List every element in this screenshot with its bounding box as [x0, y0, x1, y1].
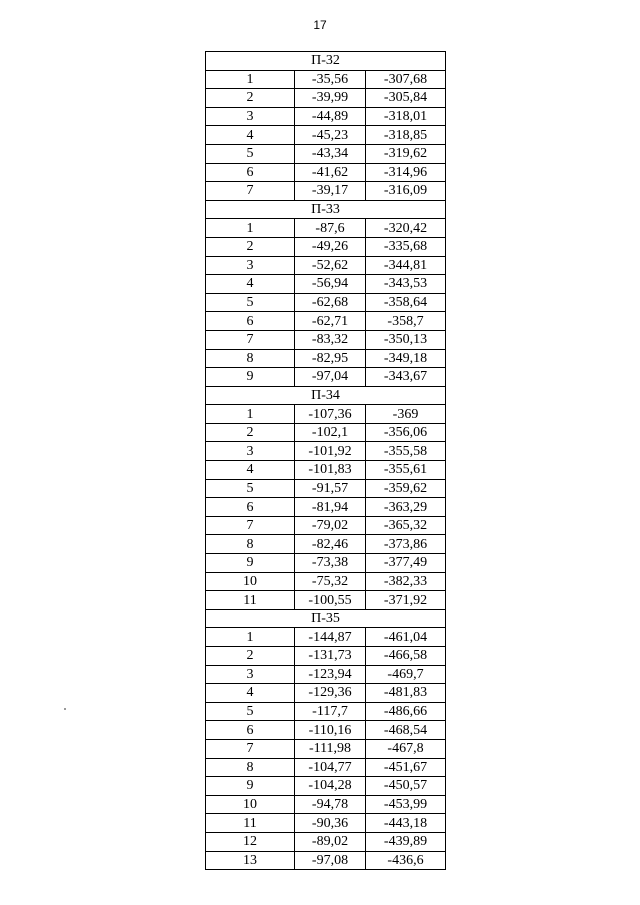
table-row	[206, 442, 446, 461]
table-row	[206, 163, 446, 182]
row-index-cell: 4	[206, 126, 295, 145]
value-2-cell: -355,58	[366, 442, 446, 461]
table-row	[206, 479, 446, 498]
value-2-cell: -307,68	[366, 70, 446, 89]
value-1-cell: -56,94	[295, 275, 366, 294]
value-2-cell: -451,67	[366, 758, 446, 777]
row-index-cell: 3	[206, 442, 295, 461]
value-2-cell: -350,13	[366, 330, 446, 349]
table-row	[206, 832, 446, 851]
table-row	[206, 535, 446, 554]
value-2-cell: -377,49	[366, 554, 446, 573]
table-row	[206, 572, 446, 591]
value-1-cell: -117,7	[295, 702, 366, 721]
value-1-cell: -83,32	[295, 330, 366, 349]
value-1-cell: -111,98	[295, 739, 366, 758]
group-header-row	[206, 200, 446, 219]
value-2-cell: -355,61	[366, 461, 446, 480]
value-1-cell: -49,26	[295, 237, 366, 256]
row-index-cell: 1	[206, 628, 295, 647]
row-index-cell: 9	[206, 554, 295, 573]
row-index-cell: 10	[206, 795, 295, 814]
row-index-cell: 3	[206, 107, 295, 126]
value-2-cell: -319,62	[366, 144, 446, 163]
value-1-cell: -39,99	[295, 89, 366, 108]
value-1-cell: -107,36	[295, 405, 366, 424]
data-table	[205, 51, 446, 870]
value-2-cell: -468,54	[366, 721, 446, 740]
value-2-cell: -453,99	[366, 795, 446, 814]
table-row	[206, 721, 446, 740]
row-index-cell: 2	[206, 237, 295, 256]
table-row	[206, 275, 446, 294]
table-row	[206, 851, 446, 870]
value-1-cell: -52,62	[295, 256, 366, 275]
scan-speck	[64, 708, 66, 710]
table-row	[206, 814, 446, 833]
value-1-cell: -82,46	[295, 535, 366, 554]
table-row	[206, 684, 446, 703]
row-index-cell: 5	[206, 144, 295, 163]
row-index-cell: 13	[206, 851, 295, 870]
value-1-cell: -62,71	[295, 312, 366, 331]
row-index-cell: 8	[206, 349, 295, 368]
table-row	[206, 107, 446, 126]
value-2-cell: -316,09	[366, 182, 446, 201]
group-title: П-32	[206, 52, 446, 71]
row-index-cell: 8	[206, 535, 295, 554]
table-row	[206, 647, 446, 666]
value-1-cell: -89,02	[295, 832, 366, 851]
value-1-cell: -87,6	[295, 219, 366, 238]
row-index-cell: 9	[206, 368, 295, 387]
table-row	[206, 182, 446, 201]
value-2-cell: -318,01	[366, 107, 446, 126]
value-2-cell: -363,29	[366, 498, 446, 517]
value-1-cell: -81,94	[295, 498, 366, 517]
value-1-cell: -79,02	[295, 516, 366, 535]
row-index-cell: 4	[206, 461, 295, 480]
row-index-cell: 11	[206, 814, 295, 833]
row-index-cell: 10	[206, 572, 295, 591]
table-row	[206, 126, 446, 145]
table-row	[206, 237, 446, 256]
row-index-cell: 5	[206, 479, 295, 498]
group-header-row	[206, 52, 446, 71]
value-2-cell: -436,6	[366, 851, 446, 870]
value-1-cell: -131,73	[295, 647, 366, 666]
row-index-cell: 2	[206, 647, 295, 666]
value-1-cell: -123,94	[295, 665, 366, 684]
value-2-cell: -343,53	[366, 275, 446, 294]
value-1-cell: -90,36	[295, 814, 366, 833]
value-1-cell: -35,56	[295, 70, 366, 89]
value-1-cell: -73,38	[295, 554, 366, 573]
table-row	[206, 368, 446, 387]
value-1-cell: -104,77	[295, 758, 366, 777]
table-row	[206, 461, 446, 480]
value-2-cell: -359,62	[366, 479, 446, 498]
group-title: П-33	[206, 200, 446, 219]
row-index-cell: 7	[206, 516, 295, 535]
value-2-cell: -481,83	[366, 684, 446, 703]
value-1-cell: -82,95	[295, 349, 366, 368]
table-row	[206, 591, 446, 610]
value-2-cell: -486,66	[366, 702, 446, 721]
table-row	[206, 293, 446, 312]
table-row	[206, 89, 446, 108]
row-index-cell: 9	[206, 777, 295, 796]
row-index-cell: 3	[206, 665, 295, 684]
value-2-cell: -343,67	[366, 368, 446, 387]
value-2-cell: -305,84	[366, 89, 446, 108]
row-index-cell: 7	[206, 739, 295, 758]
value-1-cell: -94,78	[295, 795, 366, 814]
value-1-cell: -129,36	[295, 684, 366, 703]
row-index-cell: 5	[206, 702, 295, 721]
value-2-cell: -356,06	[366, 423, 446, 442]
table-body	[206, 52, 446, 870]
value-2-cell: -439,89	[366, 832, 446, 851]
value-1-cell: -104,28	[295, 777, 366, 796]
value-2-cell: -469,7	[366, 665, 446, 684]
table-row	[206, 70, 446, 89]
group-header-row	[206, 609, 446, 628]
table-row	[206, 554, 446, 573]
row-index-cell: 6	[206, 721, 295, 740]
group-title: П-34	[206, 386, 446, 405]
value-1-cell: -45,23	[295, 126, 366, 145]
table-row	[206, 777, 446, 796]
row-index-cell: 3	[206, 256, 295, 275]
page-number: 17	[313, 18, 327, 32]
value-2-cell: -466,58	[366, 647, 446, 666]
row-index-cell: 6	[206, 163, 295, 182]
value-2-cell: -369	[366, 405, 446, 424]
table-row	[206, 349, 446, 368]
row-index-cell: 1	[206, 405, 295, 424]
value-2-cell: -450,57	[366, 777, 446, 796]
value-2-cell: -344,81	[366, 256, 446, 275]
value-2-cell: -349,18	[366, 349, 446, 368]
table-row	[206, 423, 446, 442]
row-index-cell: 1	[206, 219, 295, 238]
value-1-cell: -110,16	[295, 721, 366, 740]
value-2-cell: -314,96	[366, 163, 446, 182]
value-2-cell: -443,18	[366, 814, 446, 833]
row-index-cell: 4	[206, 684, 295, 703]
table-row	[206, 330, 446, 349]
value-1-cell: -62,68	[295, 293, 366, 312]
row-index-cell: 8	[206, 758, 295, 777]
row-index-cell: 6	[206, 312, 295, 331]
row-index-cell: 7	[206, 330, 295, 349]
table-row	[206, 219, 446, 238]
table-row	[206, 144, 446, 163]
value-2-cell: -320,42	[366, 219, 446, 238]
value-1-cell: -91,57	[295, 479, 366, 498]
value-1-cell: -144,87	[295, 628, 366, 647]
table-row	[206, 628, 446, 647]
table-row	[206, 312, 446, 331]
value-1-cell: -41,62	[295, 163, 366, 182]
table-row	[206, 702, 446, 721]
row-index-cell: 2	[206, 423, 295, 442]
row-index-cell: 11	[206, 591, 295, 610]
table-row	[206, 739, 446, 758]
row-index-cell: 6	[206, 498, 295, 517]
value-2-cell: -467,8	[366, 739, 446, 758]
table-row	[206, 405, 446, 424]
row-index-cell: 2	[206, 89, 295, 108]
row-index-cell: 12	[206, 832, 295, 851]
group-title: П-35	[206, 609, 446, 628]
value-2-cell: -371,92	[366, 591, 446, 610]
value-1-cell: -101,83	[295, 461, 366, 480]
value-1-cell: -101,92	[295, 442, 366, 461]
value-2-cell: -382,33	[366, 572, 446, 591]
row-index-cell: 7	[206, 182, 295, 201]
value-2-cell: -358,7	[366, 312, 446, 331]
row-index-cell: 1	[206, 70, 295, 89]
table-row	[206, 665, 446, 684]
value-2-cell: -358,64	[366, 293, 446, 312]
table-row	[206, 516, 446, 535]
value-2-cell: -461,04	[366, 628, 446, 647]
value-1-cell: -97,08	[295, 851, 366, 870]
value-1-cell: -97,04	[295, 368, 366, 387]
value-1-cell: -75,32	[295, 572, 366, 591]
table-row	[206, 256, 446, 275]
value-1-cell: -102,1	[295, 423, 366, 442]
value-2-cell: -373,86	[366, 535, 446, 554]
value-2-cell: -318,85	[366, 126, 446, 145]
table-row	[206, 795, 446, 814]
group-header-row	[206, 386, 446, 405]
table-row	[206, 498, 446, 517]
value-1-cell: -100,55	[295, 591, 366, 610]
table-row	[206, 758, 446, 777]
value-2-cell: -365,32	[366, 516, 446, 535]
value-1-cell: -39,17	[295, 182, 366, 201]
value-2-cell: -335,68	[366, 237, 446, 256]
row-index-cell: 5	[206, 293, 295, 312]
value-1-cell: -43,34	[295, 144, 366, 163]
value-1-cell: -44,89	[295, 107, 366, 126]
row-index-cell: 4	[206, 275, 295, 294]
